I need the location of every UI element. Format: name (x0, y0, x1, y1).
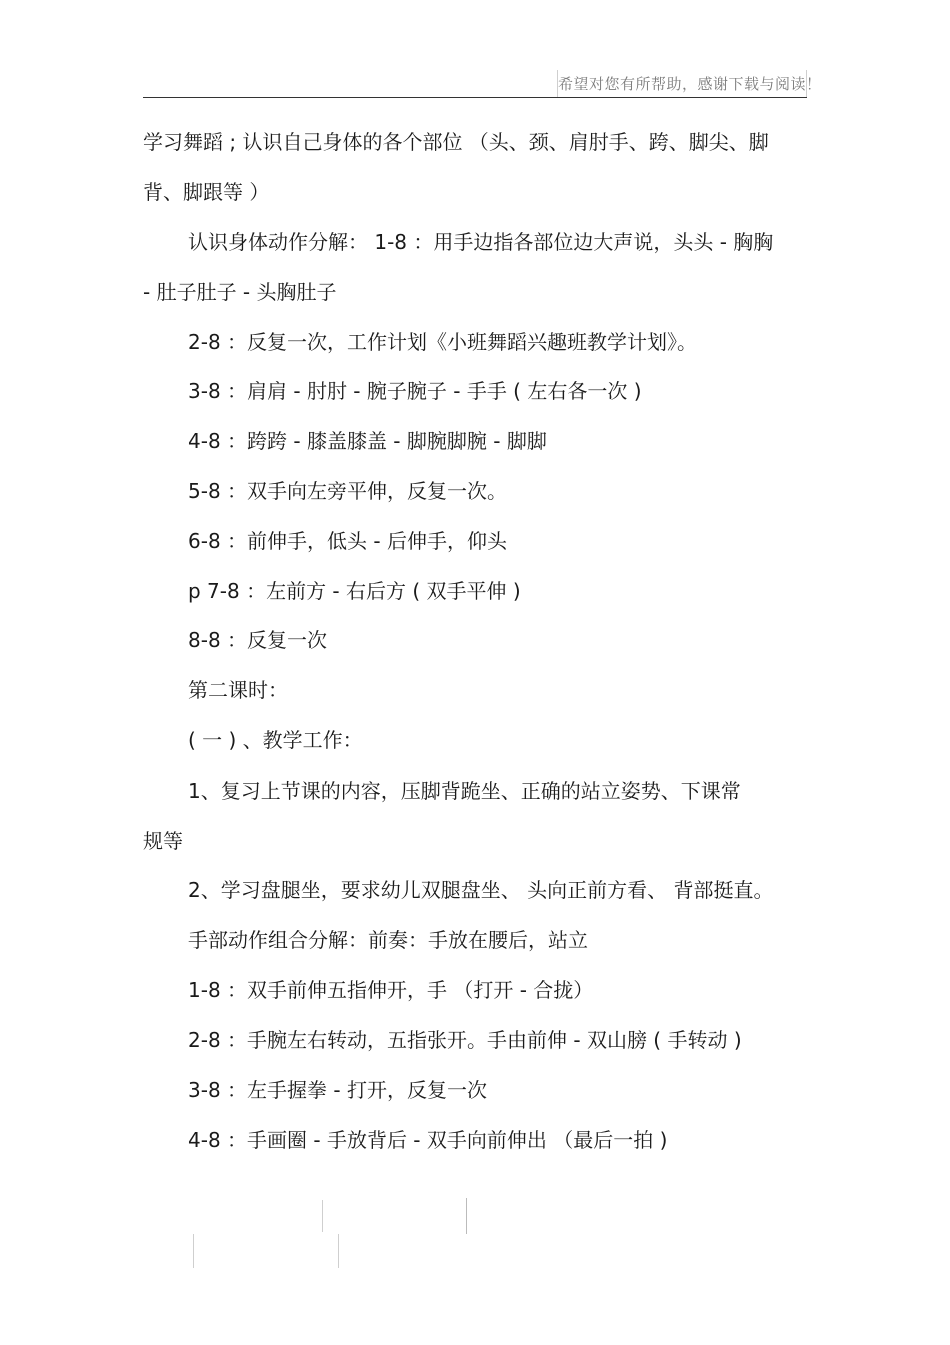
text-line: 4-8 ：手画圈 - 手放背后 - 双手向前伸出 （最后一拍 ) (188, 1128, 668, 1152)
text-line: 4-8 ：跨跨 - 膝盖膝盖 - 脚腕脚腕 - 脚脚 (188, 429, 547, 453)
text-line: 认识身体动作分解： 1-8 ：用手边指各部位边大声说，头头 - 胸胸 (188, 230, 774, 254)
text-line: 2-8 ：反复一次，工作计划《小班舞蹈兴趣班教学计划》。 (188, 330, 698, 354)
text-line: 3-8 ：肩肩 - 肘肘 - 腕子腕子 - 手手 ( 左右各一次 ) (188, 379, 642, 403)
text-line: 2-8 ：手腕左右转动，五指张开。手由前伸 - 双山膀 ( 手转动 ) (188, 1028, 742, 1052)
text-line: 3-8 ：左手握拳 - 打开，反复一次 (188, 1078, 487, 1102)
scan-artifact-line (338, 1234, 339, 1268)
text-line: 1-8 ：双手前伸五指伸开，手 （打开 - 合拢） (188, 978, 594, 1002)
text-line: 手部动作组合分解：前奏：手放在腰后，站立 (188, 928, 588, 952)
text-line: 5-8 ：双手向左旁平伸，反复一次。 (188, 479, 508, 503)
text-line: 第二课时： (188, 678, 288, 702)
download-note: 希望对您有所帮助，感谢下载与阅读！ (557, 70, 807, 98)
text-line: 背、脚跟等 ） (143, 180, 270, 204)
text-line: 8-8 ：反复一次 (188, 628, 328, 652)
scan-artifact-line (322, 1200, 323, 1232)
scan-artifact-line (466, 1198, 467, 1234)
scan-artifact-line (193, 1234, 194, 1268)
text-line: - 肚子肚子 - 头胸肚子 (143, 280, 337, 304)
text-line: p 7-8 ：左前方 - 右后方 ( 双手平伸 ) (188, 579, 521, 603)
text-line: 学习舞蹈 ; 认识自己身体的各个部位 （头、颈、肩肘手、跨、脚尖、脚 (143, 130, 769, 154)
text-line: 2、学习盘腿坐，要求幼儿双腿盘坐、 头向正前方看、 背部挺直。 (188, 878, 774, 902)
header-rule (143, 97, 807, 98)
text-line: 规等 (143, 829, 183, 853)
text-line: 6-8 ：前伸手，低头 - 后伸手，仰头 (188, 529, 507, 553)
text-line: ( 一 ) 、教学工作： (188, 728, 363, 752)
text-line: 1、复习上节课的内容，压脚背跪坐、正确的站立姿势、下课常 (188, 779, 741, 803)
